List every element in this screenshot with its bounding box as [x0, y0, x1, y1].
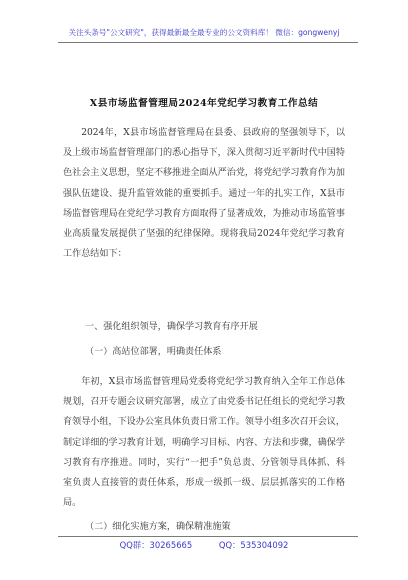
footer-divider — [58, 536, 358, 537]
subsection-heading-1: （一）高站位部署，明确责任体系 — [85, 347, 222, 357]
footer-qq-group: QQ群：30265665 — [119, 540, 193, 550]
footer-qq: QQ：535304092 — [218, 540, 289, 550]
section-heading-1: 一、强化组织领导，确保学习教育有序开展 — [85, 322, 258, 332]
intro-paragraph: 2024年，X县市场监督管理局在县委、县政府的坚强领导下，以及上级市场监督管理部门的悉心指导下，深入贯彻习近平新时代中国特色社会主义思想，坚定不移推进全面从严治党，将党纪学习教育作为加强队伍建设、提升监管效能的重要抓手。通过一年的扎实工作，X县市场监督管理局在党纪学习教育方面取得了显著成效，为推动市场监管事业高质量发展提供了坚强的纪律保障。现将我局2024年党纪学习教育工作总结如下： — [63, 128, 345, 260]
header-divider — [58, 42, 358, 43]
body-paragraph-2: 年初，X县市场监督管理局党委将党纪学习教育纳入全年工作总体规划，召开专题会议研究部署，成立了由党委书记任组长的党纪学习教育领导小组，下设办公室具体负责日常工作。领导小组多次召开会议，制定详细的学习教育计划，明确学习目标、内容、方法和步骤，确保学习教育有序推进。同时，实行“一把手”负总责、分管领导具体抓、科室负责人直接管的责任体系，形成一级抓一级、层层抓落实的工作格局。 — [63, 377, 345, 509]
header-note: 关注头条号"公文研究"，获得最新最全最专业的公文资料库！ 微信：gongwenyj — [68, 28, 340, 37]
document-title: X县市场监督管理局2024年党纪学习教育工作总结 — [89, 98, 319, 109]
subsection-heading-2: （二）细化实施方案，确保精准施策 — [85, 522, 231, 532]
footer-contact — [0, 539, 408, 551]
